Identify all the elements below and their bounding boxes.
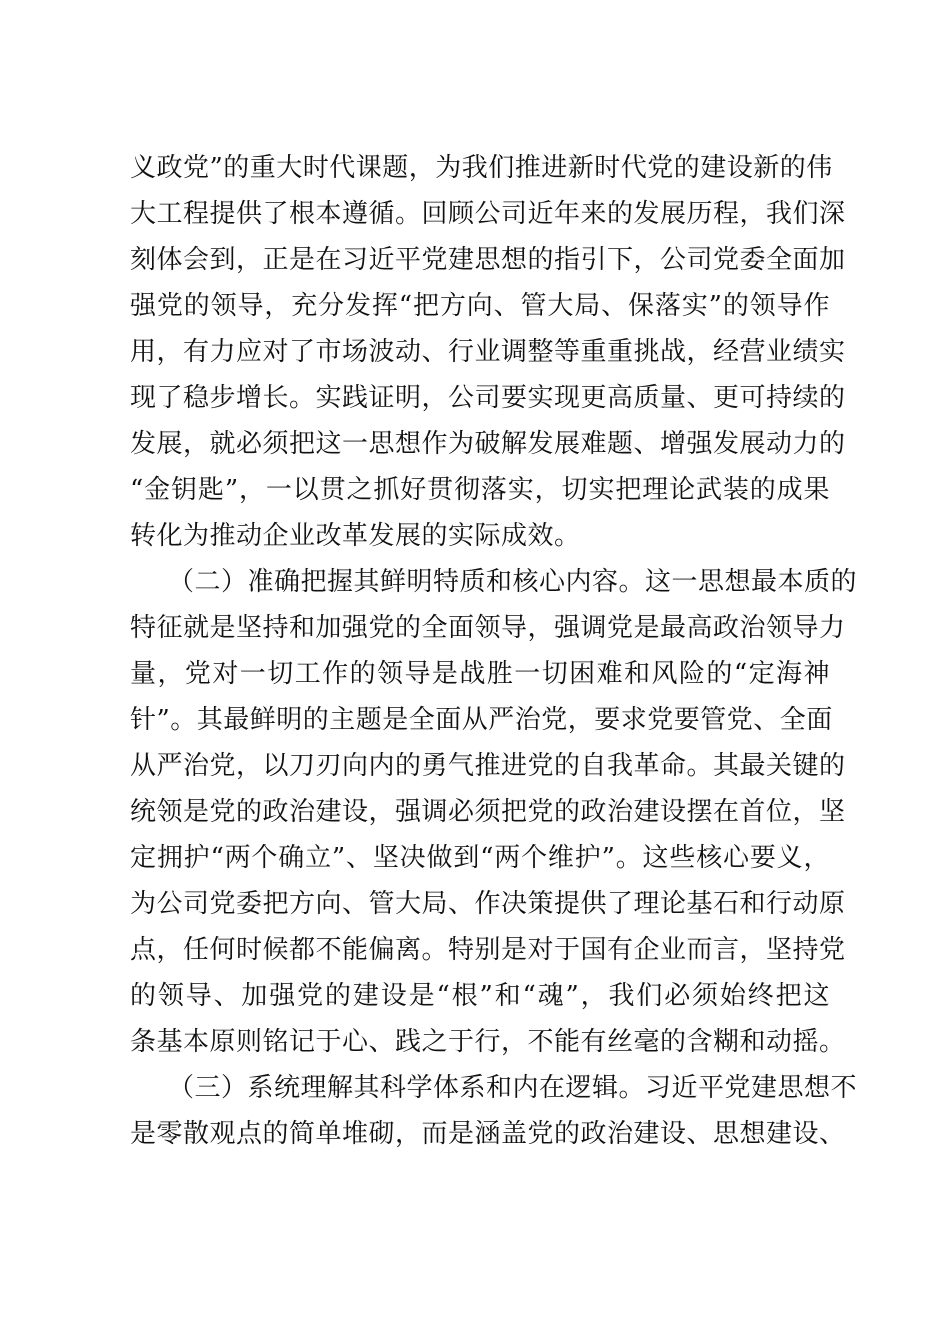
text-line: 针”。其最鲜明的主题是全面从严治党，要求党要管党、全面 xyxy=(130,705,833,735)
text-line: “金钥匙”，一以贯之抓好贯彻落实，切实把理论武装的成果 xyxy=(130,475,830,505)
text-line: 大工程提供了根本遵循。回顾公司近年来的发展历程，我们深 xyxy=(130,199,846,229)
text-line: 发展，就必须把这一思想作为破解发展难题、增强发展动力的 xyxy=(130,429,846,459)
text-line: 统领是党的政治建设，强调必须把党的政治建设摆在首位，坚 xyxy=(130,797,846,827)
section-heading-line: （三）系统理解其科学体系和内在逻辑。习近平党建思想不 xyxy=(168,1073,858,1103)
text-line: 强党的领导，充分发挥“把方向、管大局、保落实”的领导作 xyxy=(130,291,830,321)
text-line: 的领导、加强党的建设是“根”和“魂”，我们必须始终把这 xyxy=(130,981,830,1011)
text-line: 刻体会到，正是在习近平党建思想的指引下，公司党委全面加 xyxy=(130,245,846,275)
section-heading-line: （二）准确把握其鲜明特质和核心内容。这一思想最本质的 xyxy=(168,567,858,597)
text-line: 用，有力应对了市场波动、行业调整等重重挑战，经营业绩实 xyxy=(130,337,846,367)
text-line: 从严治党，以刀刃向内的勇气推进党的自我革命。其最关键的 xyxy=(130,751,846,781)
text-line: 点，任何时候都不能偏离。特别是对于国有企业而言，坚持党 xyxy=(130,935,846,965)
text-line: 定拥护“两个确立”、坚决做到“两个维护”。这些核心要义， xyxy=(130,843,830,873)
text-line: 是零散观点的简单堆砌，而是涵盖党的政治建设、思想建设、 xyxy=(130,1119,846,1149)
text-line: 特征就是坚持和加强党的全面领导，强调党是最高政治领导力 xyxy=(130,613,846,643)
text-line: 义政党”的重大时代课题，为我们推进新时代党的建设新的伟 xyxy=(130,153,833,183)
text-line: 条基本原则铭记于心、践之于行，不能有丝毫的含糊和动摇。 xyxy=(130,1027,846,1057)
text-line: 为公司党委把方向、管大局、作决策提供了理论基石和行动原 xyxy=(130,889,846,919)
text-line: 现了稳步增长。实践证明，公司要实现更高质量、更可持续的 xyxy=(130,383,846,413)
text-line: 量，党对一切工作的领导是战胜一切困难和风险的“定海神 xyxy=(130,659,830,689)
text-line: 转化为推动企业改革发展的实际成效。 xyxy=(130,521,581,551)
